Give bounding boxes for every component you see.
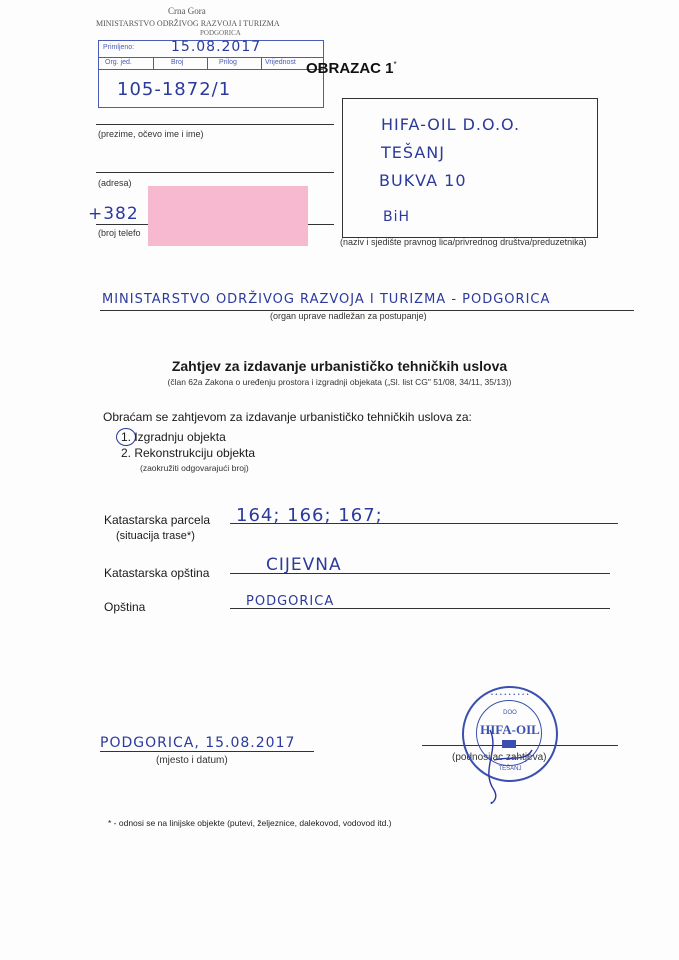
reference-number: 105-1872/1 — [117, 79, 232, 100]
signer-label: (podnosilac zahtjeva) — [452, 752, 547, 763]
address-label: (adresa) — [98, 178, 132, 188]
header-country: Crna Gora — [168, 6, 206, 16]
applicant-line-3: BUKVA 10 — [379, 171, 467, 190]
municipality-label: Opština — [104, 600, 146, 614]
redaction-block — [148, 186, 308, 246]
form-title: Zahtjev za izdavanje urbanističko tehničkih uslova — [171, 358, 508, 374]
applicant-line-4: BiH — [383, 209, 411, 225]
seal-town: TEŠANJ — [498, 766, 522, 772]
applicant-box-caption: (naziv i sjedište pravnog lica/privrednog društva/preduzetnika) — [340, 237, 587, 247]
parcel-value: 164; 166; 167; — [236, 505, 383, 526]
handwritten-signature — [470, 720, 550, 810]
parcel-label: Katastarska parcela — [104, 513, 211, 527]
form-code — [306, 60, 397, 77]
cadastral-municipality-label: Katastarska opština — [104, 566, 210, 580]
received-stamp — [98, 40, 324, 108]
phone-value: +382 — [88, 204, 139, 224]
phone-label: (broj telefo — [98, 228, 141, 238]
name-label: (prezime, očevo ime i ime) — [98, 129, 204, 139]
applicant-box — [342, 98, 598, 238]
form-code-mark: * — [393, 60, 397, 69]
header-ministry: MINISTARSTVO ODRŽIVOG RAZVOJA I TURIZMA — [96, 19, 280, 28]
place-date-line — [100, 751, 314, 752]
applicant-line-2: TEŠANJ — [381, 143, 445, 162]
address-line — [96, 172, 334, 173]
company-seal: • • • • • • • • • DOO HIFA-OIL TEŠANJ — [462, 686, 558, 782]
col-number: Broj — [171, 59, 184, 66]
name-line — [96, 124, 334, 125]
applicant-line-1: HIFA-OIL D.O.O. — [381, 115, 521, 134]
seal-brand: HIFA-OIL — [480, 722, 540, 737]
option-2: 2. Rekonstrukciju objekta — [121, 446, 256, 460]
request-intro: Obraćam se zahtjevom za izdavanje urbanističko tehničkih uslova za: — [103, 410, 472, 424]
cadastral-municipality-value: CIJEVNA — [266, 555, 342, 575]
option-note: (zaokružiti odgovarajući broj) — [140, 463, 249, 473]
seal-type: DOO — [503, 710, 517, 716]
municipality-value: PODGORICA — [246, 594, 335, 609]
received-label: Primljeno: — [103, 44, 135, 51]
place-date-label: (mjesto i datum) — [156, 755, 228, 766]
parcel-line — [230, 523, 618, 524]
authority-caption: (organ uprave nadležan za postupanje) — [270, 311, 427, 321]
received-date: 15.08.2017 — [171, 39, 262, 55]
col-attachment: Prilog — [219, 59, 237, 66]
footnote: * - odnosi se na linijske objekte (putevi, željeznice, dalekovod, vodovod itd.) — [108, 818, 392, 828]
col-org: Org. jed. — [105, 59, 132, 66]
place-date-value: PODGORICA, 15.08.2017 — [100, 735, 296, 751]
form-code-text: OBRAZAC 1 — [306, 60, 394, 77]
header-city: PODGORICA — [200, 29, 241, 37]
parcel-sublabel: (situacija trase*) — [116, 530, 195, 542]
cadastral-municipality-line — [230, 573, 610, 574]
form-subtitle: (član 62a Zakona o uređenju prostora i izgradnji objekata („Sl. list CG" 51/08, 34/11, 35/13)) — [167, 377, 512, 387]
col-value: Vrijednost — [265, 59, 296, 66]
option-1: 1. Izgradnju objekta — [121, 430, 226, 444]
municipality-line — [230, 608, 610, 609]
authority-value: MINISTARSTVO ODRŽIVOG RAZVOJA I TURIZMA - PODGORICA — [102, 292, 551, 307]
